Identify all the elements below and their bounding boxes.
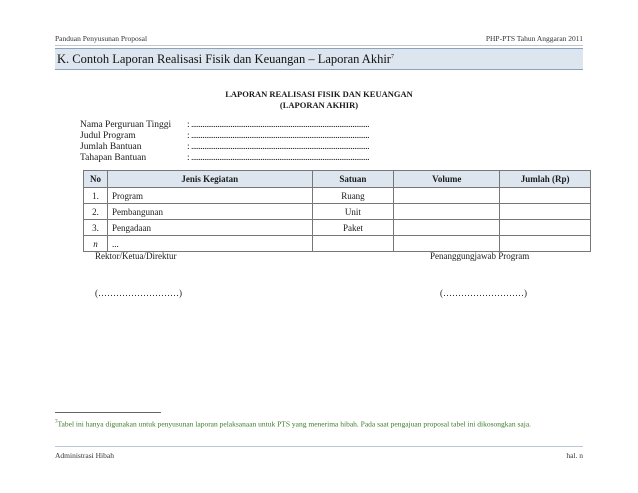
col-header-no: No	[84, 171, 108, 188]
footnote-ref: 7	[390, 53, 394, 60]
table-row	[84, 236, 591, 252]
col-header-jumlah: Jumlah (Rp)	[500, 171, 591, 188]
field-label-nama-pt: Nama Perguruan Tinggi	[80, 120, 172, 130]
table-row	[84, 220, 591, 236]
field-label-judul: Judul Program	[80, 131, 136, 141]
field-value-judul: : ...............................................................................................	[187, 131, 370, 141]
cell-satuan	[312, 236, 394, 252]
field-label-tahapan: Tahapan Bantuan	[80, 153, 147, 163]
running-footer-left: Administrasi Hibah	[55, 451, 114, 460]
cell-no: 1.	[84, 188, 108, 204]
field-value-jumlah: : ...............................................................................................	[187, 142, 370, 152]
cell-jenis: ...	[107, 236, 312, 252]
page-number: hal. n	[566, 451, 583, 460]
cell-jumlah	[500, 204, 591, 220]
report-title-line2: (LAPORAN AKHIR)	[279, 100, 359, 110]
realisasi-table	[83, 170, 591, 252]
signature-left-label: Rektor/Ketua/Direktur	[95, 251, 177, 261]
cell-no: n	[84, 236, 108, 252]
cell-no: 3.	[84, 220, 108, 236]
footnote-text: Tabel ini hanya digunakan untuk penyusunan laporan pelaksanaan untuk PTS yang menerima hibah. Pada saat pengajuan proposal tabel ini dikosongkan saja.	[57, 419, 532, 429]
cell-volume	[394, 220, 500, 236]
field-value-nama-pt: : ...............................................................................................	[187, 120, 370, 130]
cell-satuan: Paket	[312, 220, 394, 236]
col-header-volume: Volume	[394, 171, 500, 188]
cell-jumlah	[500, 220, 591, 236]
col-header-jenis: Jenis Kegiatan	[107, 171, 312, 188]
cell-volume	[394, 204, 500, 220]
table-row	[84, 188, 591, 204]
running-header-left: Panduan Penyusunan Proposal	[55, 34, 148, 43]
header-rule	[55, 45, 583, 46]
footnote-rule	[55, 412, 161, 413]
cell-jenis: Pembangunan	[107, 204, 312, 220]
report-title-line1: LAPORAN REALISASI FISIK DAN KEUANGAN	[225, 89, 413, 99]
cell-volume	[394, 188, 500, 204]
footnote	[55, 417, 583, 430]
signature-right-label: Penanggungjawab Program	[430, 251, 530, 261]
signature-right-blank: (………………………)	[440, 288, 527, 298]
col-header-satuan: Satuan	[312, 171, 394, 188]
footer-rule	[55, 446, 583, 447]
cell-jumlah	[500, 236, 591, 252]
field-label-jumlah: Jumlah Bantuan	[80, 142, 142, 152]
cell-jenis: Program	[107, 188, 312, 204]
table-row	[84, 204, 591, 220]
cell-no: 2.	[84, 204, 108, 220]
cell-satuan: Unit	[312, 204, 394, 220]
section-heading	[55, 48, 583, 70]
table-header-row	[84, 171, 591, 188]
signature-left-blank: (………………………)	[95, 288, 182, 298]
cell-satuan: Ruang	[312, 188, 394, 204]
cell-jumlah	[500, 188, 591, 204]
running-header-right: PHP-PTS Tahun Anggaran 2011	[485, 34, 583, 43]
field-value-tahapan: : ...............................................................................................	[187, 153, 370, 163]
cell-volume	[394, 236, 500, 252]
cell-jenis: Pengadaan	[107, 220, 312, 236]
section-title: K. Contoh Laporan Realisasi Fisik dan Keuangan – Laporan Akhir	[57, 52, 391, 66]
footnote-mark: 7	[55, 420, 58, 425]
